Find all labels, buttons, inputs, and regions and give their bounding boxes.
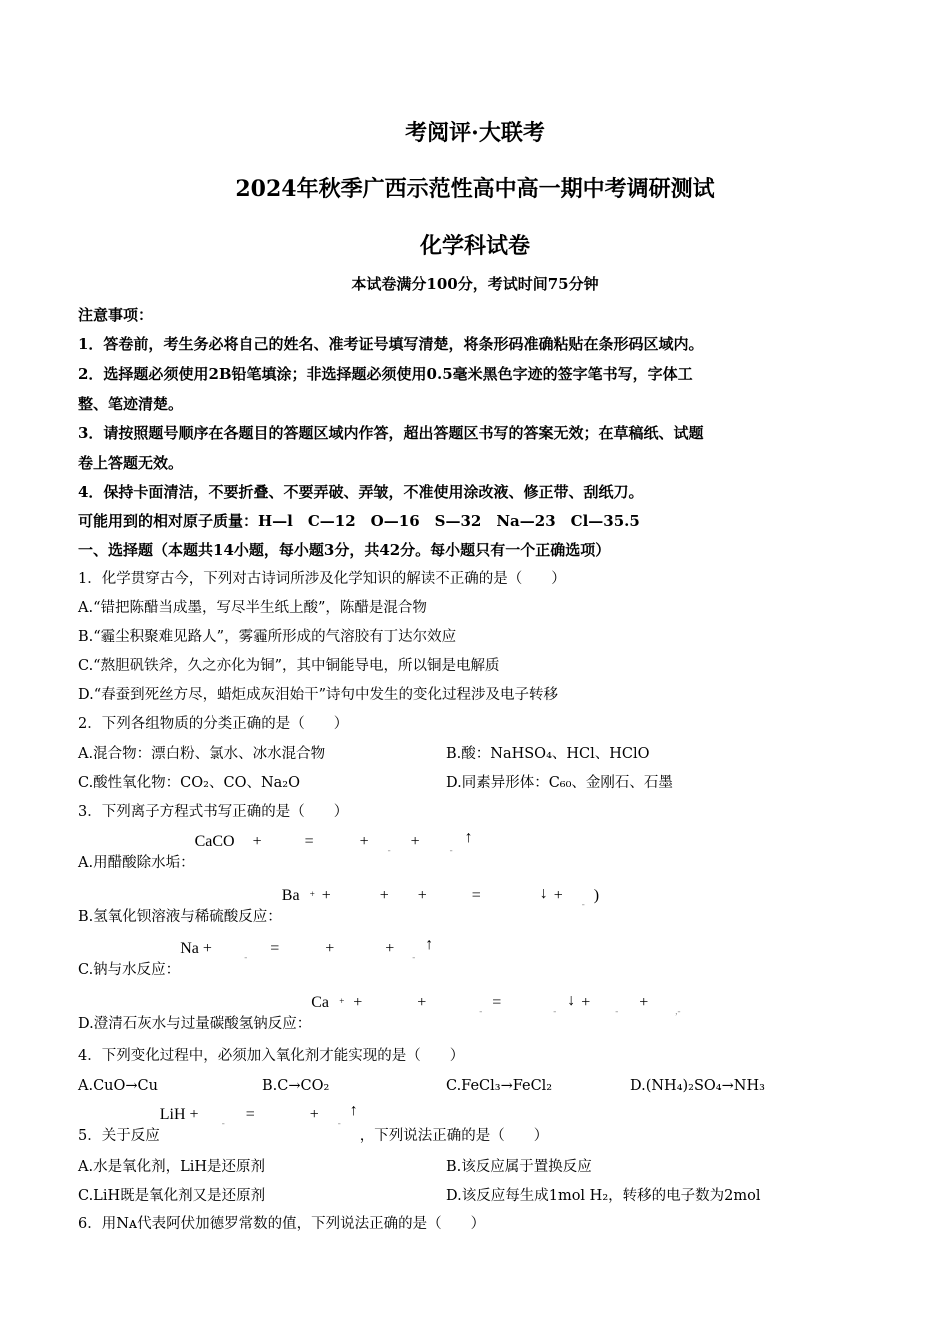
q5-option-a: A.水是氧化剂，LiH是还原剂 — [78, 1159, 265, 1175]
equation-faint: - — [553, 1006, 557, 1016]
equation-fragment: Ba — [281, 887, 300, 904]
q4-option-b: B.C→CO₂ — [262, 1078, 330, 1094]
q4-stem: 4．下列变化过程中，必须加入氧化剂才能实现的是（ ） — [78, 1048, 465, 1064]
equation-plus: + — [639, 994, 649, 1011]
equation-equals: = — [492, 994, 502, 1011]
q3-option-b — [78, 885, 722, 928]
note-3b: 卷上答题无效。 — [78, 454, 184, 472]
q3-option-a-label: A.用醋酸除水垢： — [78, 855, 195, 871]
equation-equals: = — [270, 940, 280, 957]
equation-charge: + — [309, 889, 315, 899]
q4-option-a: A.CuO→Cu — [78, 1078, 158, 1094]
equation-faint: - — [244, 952, 248, 962]
equation-plus: + — [321, 887, 331, 904]
q5-stem-prefix: 5．关于反应 — [78, 1128, 160, 1144]
gas-arrow-icon: ↑ — [464, 829, 473, 846]
equation-faint: ,- — [675, 1006, 681, 1016]
q5-equation — [159, 1102, 360, 1144]
header-brand: 考阅评·大联考 — [405, 120, 545, 146]
equation-plus: + — [553, 887, 563, 904]
note-3a: 3．请按照题号顺序在各题目的答题区域内作答，超出答题区书写的答案无效；在草稿纸、试题 — [78, 424, 704, 442]
q3-option-c-equation — [180, 936, 620, 978]
equation-faint: - — [449, 845, 453, 855]
q3-option-d-label: D.澄清石灰水与过量碳酸氢钠反应： — [78, 1016, 312, 1032]
equation-plus: + — [325, 940, 335, 957]
equation-faint: - — [221, 1118, 225, 1128]
q2-option-b: B.酸：NaHSO₄、HCl、HClO — [446, 746, 650, 762]
equation-plus: + — [379, 887, 389, 904]
q5-option-b: B.该反应属于置换反应 — [446, 1159, 592, 1175]
note-4: 4．保持卡面清洁，不要折叠、不要弄破、弄皱，不准使用涂改液、修正带、刮纸刀。 — [78, 483, 644, 501]
note-2b: 整、笔迹清楚。 — [78, 395, 184, 413]
equation-faint: - — [337, 1118, 341, 1128]
equation-fragment: Ca — [311, 994, 329, 1011]
equation-plus: + — [410, 833, 420, 850]
q3-option-a-equation — [194, 829, 635, 871]
q1-option-b: B.“霾尘积聚难见路人”，雾霾所形成的气溶胶有丁达尔效应 — [78, 629, 457, 645]
q5-stem — [78, 1102, 549, 1147]
header-subject: 化学科试卷 — [419, 233, 530, 259]
gas-arrow-icon: ↑ — [349, 1102, 358, 1119]
q3-option-b-equation — [281, 885, 722, 925]
equation-faint: - — [615, 1006, 619, 1016]
precipitate-arrow-icon: ↓ — [539, 885, 548, 902]
equation-equals: = — [304, 833, 314, 850]
q1-option-d: D.“春蚕到死丝方尽，蜡炬成灰泪始干”诗句中发生的变化过程涉及电子转移 — [78, 687, 559, 703]
equation-fragment: LiH + — [159, 1106, 199, 1123]
q2-option-a: A.混合物：漂白粉、氯水、冰水混合物 — [78, 746, 326, 762]
equation-faint: - — [581, 899, 585, 909]
equation-fragment: Na + — [180, 940, 212, 957]
equation-equals: = — [245, 1106, 255, 1123]
q5-option-c: C.LiH既是氧化剂又是还原剂 — [78, 1188, 266, 1204]
q3-option-d — [78, 992, 751, 1035]
equation-plus: + — [581, 994, 591, 1011]
q1-option-a: A.“错把陈醋当成墨，写尽半生纸上酸”，陈醋是混合物 — [78, 600, 427, 616]
equation-plus: + — [309, 1106, 319, 1123]
q5-stem-suffix: ，下列说法正确的是（ ） — [359, 1128, 549, 1144]
q4-option-d: D.(NH₄)₂SO₄→NH₃ — [630, 1078, 765, 1094]
equation-faint: - — [387, 845, 391, 855]
equation-plus: + — [252, 833, 262, 850]
q3-stem: 3．下列离子方程式书写正确的是（ ） — [78, 804, 349, 820]
q4-option-c: C.FeCl₃→FeCl₂ — [446, 1078, 553, 1094]
q1-stem: 1．化学贯穿古今，下列对古诗词所涉及化学知识的解读不正确的是（ ） — [78, 571, 566, 587]
q3-option-a — [78, 829, 635, 874]
equation-fragment: ) — [593, 887, 600, 904]
atomic-masses: 可能用到的相对原子质量：H—l C—12 O—16 S—32 Na—23 Cl—35.5 — [78, 512, 640, 530]
q2-option-d: D.同素异形体：C₆₀、金刚石、石墨 — [446, 775, 673, 791]
q3-option-b-label: B.氢氧化钡溶液与稀硫酸反应： — [78, 909, 282, 925]
equation-equals: = — [471, 887, 481, 904]
header-score-time: 本试卷满分100分，考试时间75分钟 — [351, 275, 599, 293]
equation-charge: + — [339, 996, 345, 1006]
equation-faint: - — [412, 952, 416, 962]
q2-stem: 2．下列各组物质的分类正确的是（ ） — [78, 716, 349, 732]
equation-plus: + — [417, 994, 427, 1011]
q1-option-c: C.“熬胆矾铁斧，久之亦化为铜”，其中铜能导电，所以铜是电解质 — [78, 658, 500, 674]
header-exam-name: 2024年秋季广西示范性高中高一期中考调研测试 — [235, 176, 715, 202]
precipitate-arrow-icon: ↓ — [567, 992, 576, 1009]
section-1-heading: 一、选择题（本题共14小题，每小题3分，共42分。每小题只有一个正确选项） — [78, 541, 611, 559]
q6-stem: 6．用Nᴀ代表阿伏加德罗常数的值，下列说法正确的是（ ） — [78, 1216, 486, 1232]
q3-option-c — [78, 936, 620, 981]
gas-arrow-icon: ↑ — [425, 936, 434, 953]
note-1: 1．答卷前，考生务必将自己的姓名、准考证号填写清楚，将条形码准确粘贴在条形码区域内。 — [78, 335, 704, 353]
equation-plus: + — [385, 940, 395, 957]
equation-plus: + — [417, 887, 427, 904]
q3-option-d-equation — [311, 992, 751, 1032]
q2-option-c: C.酸性氧化物：CO₂、CO、Na₂O — [78, 775, 300, 791]
equation-fragment: CaCO — [194, 833, 235, 850]
notes-heading: 注意事项： — [78, 306, 154, 324]
equation-plus: + — [353, 994, 363, 1011]
q5-option-d: D.该反应每生成1mol H₂，转移的电子数为2mol — [446, 1188, 761, 1204]
equation-faint: - — [479, 1006, 483, 1016]
q3-option-c-label: C.钠与水反应： — [78, 962, 181, 978]
equation-plus: + — [359, 833, 369, 850]
note-2a: 2．选择题必须使用2B铅笔填涂；非选择题必须使用0.5毫米黑色字迹的签字笔书写，字体工 — [78, 365, 693, 383]
